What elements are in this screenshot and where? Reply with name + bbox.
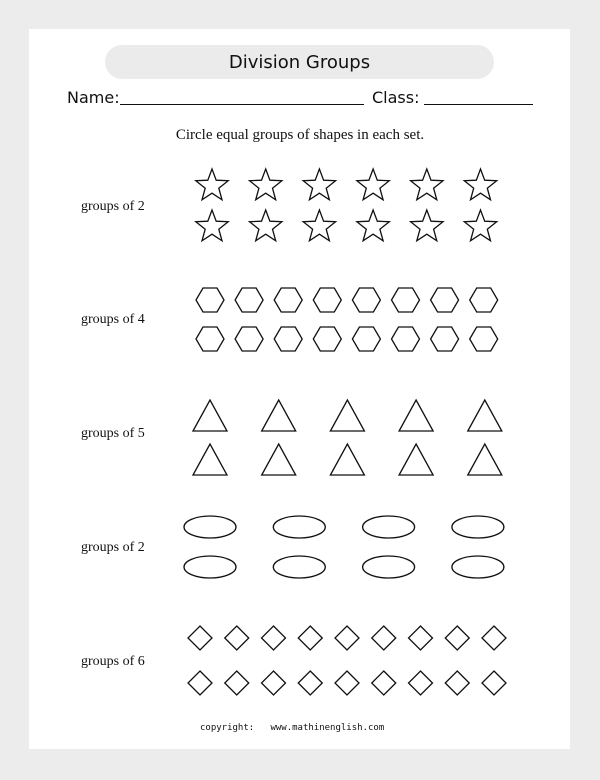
hexagon-shape (196, 288, 224, 312)
triangle-shape (468, 400, 502, 431)
triangle-shape (399, 444, 433, 475)
triangle-shape (468, 444, 502, 475)
diamond-shape (445, 671, 469, 695)
hexagon-shape (392, 288, 420, 312)
triangle-shape (193, 444, 227, 475)
star-shape (357, 169, 389, 200)
website-link: www.mathinenglish.com (270, 723, 385, 733)
ellipse-shape (184, 516, 236, 538)
diamond-shape (482, 626, 506, 650)
diamond-shape (482, 671, 506, 695)
copyright-footer (200, 723, 384, 733)
hexagon-shape (274, 327, 302, 351)
hexagon-shape (196, 327, 224, 351)
ellipse-shape (363, 556, 415, 578)
diamond-shape (298, 626, 322, 650)
ellipse-shape (184, 556, 236, 578)
diamond-shape (335, 671, 359, 695)
set-label: groups of 2 (81, 540, 145, 555)
name-label: Name: (67, 88, 120, 107)
triangle-shape (399, 400, 433, 431)
hexagon-shape (235, 327, 263, 351)
triangle-shape (193, 400, 227, 431)
star-shape (303, 210, 335, 241)
triangle-shape (262, 444, 296, 475)
ellipse-shape (273, 516, 325, 538)
hexagon-shape (313, 288, 341, 312)
diamond-shape (372, 626, 396, 650)
set-label: groups of 4 (81, 312, 145, 327)
diamond-shape (262, 626, 286, 650)
hexagon-shape (431, 288, 459, 312)
diamond-shape (372, 671, 396, 695)
diamond-shape (335, 626, 359, 650)
triangle-shape (262, 400, 296, 431)
hexagon-shape (352, 327, 380, 351)
star-shape (303, 169, 335, 200)
star-shape (464, 210, 496, 241)
triangle-shape (330, 400, 364, 431)
diamond-shape (409, 626, 433, 650)
set-label: groups of 5 (81, 426, 145, 441)
star-shape (464, 169, 496, 200)
star-shape (196, 210, 228, 241)
ellipse-shape (452, 516, 504, 538)
ellipse-shape (363, 516, 415, 538)
star-shape (411, 169, 443, 200)
hexagon-shape (470, 288, 498, 312)
instruction-text: Circle equal groups of shapes in each set. (175, 127, 425, 143)
worksheet-title: Division Groups (105, 45, 494, 79)
star-shape (196, 169, 228, 200)
set-label: groups of 2 (81, 199, 145, 214)
diamond-shape (225, 671, 249, 695)
ellipse-shape (452, 556, 504, 578)
diamond-shape (445, 626, 469, 650)
star-shape (250, 169, 282, 200)
class-label: Class: (372, 88, 420, 107)
triangle-shape (330, 444, 364, 475)
hexagon-shape (431, 327, 459, 351)
diamond-shape (188, 671, 212, 695)
ellipse-shape (273, 556, 325, 578)
hexagon-shape (352, 288, 380, 312)
star-shape (250, 210, 282, 241)
star-shape (411, 210, 443, 241)
diamond-shape (225, 626, 249, 650)
diamond-shape (188, 626, 212, 650)
hexagon-shape (313, 327, 341, 351)
hexagon-shape (470, 327, 498, 351)
hexagon-shape (392, 327, 420, 351)
diamond-shape (262, 671, 286, 695)
diamond-shape (409, 671, 433, 695)
diamond-shape (298, 671, 322, 695)
hexagon-shape (235, 288, 263, 312)
hexagon-shape (274, 288, 302, 312)
set-label: groups of 6 (81, 654, 145, 669)
star-shape (357, 210, 389, 241)
copyright-label: copyright: (200, 723, 255, 733)
